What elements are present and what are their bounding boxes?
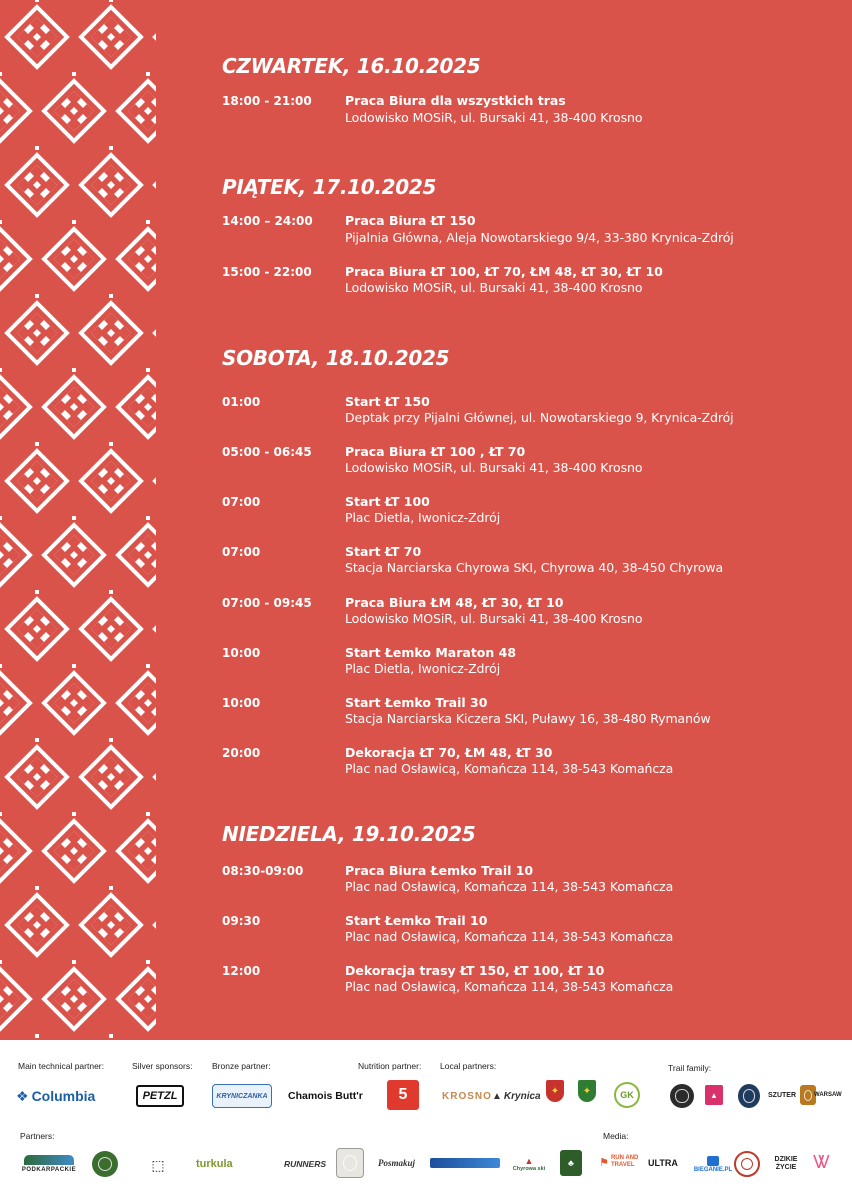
kryniczanka-logo (212, 1084, 272, 1108)
label-main-technical: Main technical partner: (18, 1061, 104, 1071)
runner-icon: ⚑ (599, 1156, 609, 1169)
chyrowa-wordmark: Chyrowa ski (512, 1166, 546, 1172)
event-title: Start Łemko Trail 10 (345, 913, 488, 928)
ultra-logo (648, 1156, 678, 1170)
pattern-dot (0, 72, 2, 76)
chamois-wordmark: Chamois Butt'r (288, 1090, 363, 1102)
day-title-sunday: NIEDZIELA, 19.10.2025 (222, 822, 476, 846)
event-place: Stacja Narciarska Chyrowa SKI, Chyrowa 40, 38-450 Chyrowa (345, 560, 724, 575)
dzikie-zycie-logo (768, 1152, 804, 1176)
posmakuj-wordmark: Posmakuj (378, 1158, 416, 1168)
event-title: Start ŁT 100 (345, 494, 430, 509)
event-title: Praca Biura Łemko Trail 10 (345, 863, 534, 878)
badge-emblem-icon (804, 1090, 813, 1101)
event-place: Lodowisko MOSiR, ul. Bursaki 41, 38-400 Krosno (345, 460, 643, 475)
pattern-dot (109, 294, 113, 298)
trail-family-badge-3 (738, 1084, 760, 1108)
crest-icon: ✦ (550, 1085, 560, 1097)
event-time: 10:00 (222, 646, 261, 660)
komancza-crest-logo (546, 1080, 564, 1102)
event-place: Deptak przy Pijalni Głównej, ul. Nowotarskiego 9, Krynica-Zdrój (345, 410, 734, 425)
pattern-dot (72, 960, 76, 964)
pattern-dot (109, 590, 113, 594)
pattern-dot (72, 368, 76, 372)
label-nutrition: Nutrition partner: (358, 1061, 422, 1071)
pattern-dot (35, 886, 39, 890)
event-time: 07:00 - 09:45 (222, 596, 312, 610)
pattern-dot (0, 812, 2, 816)
gk-mark: GK (620, 1090, 634, 1100)
pattern-dot (0, 516, 2, 520)
szuter-wordmark: SZUTER (768, 1091, 796, 1099)
pattern-dot (35, 442, 39, 446)
pattern-dot (146, 72, 150, 76)
partner-stripe-logo (430, 1158, 500, 1168)
media-pink-logo (810, 1146, 834, 1178)
run-and-travel-wordmark: RUN AND TRAVEL (610, 1155, 639, 1168)
pattern-dot (146, 812, 150, 816)
event-title: Start Łemko Trail 30 (345, 695, 488, 710)
event-title: Praca Biura ŁT 100 , ŁT 70 (345, 444, 526, 459)
natural-runners-logo (284, 1156, 326, 1172)
pattern-dot (35, 1034, 39, 1038)
partner-badge-church (336, 1148, 364, 1178)
mountain-icon: ▲ (492, 1090, 502, 1102)
folk-pattern-decoration (0, 0, 163, 1040)
warsaw-logo (814, 1088, 842, 1102)
badge-emblem-icon (98, 1157, 112, 1171)
chamois-logo (288, 1088, 363, 1104)
event-time: 15:00 - 22:00 (222, 265, 312, 279)
event-title: Start ŁT 150 (345, 394, 430, 409)
pattern-dot (146, 960, 150, 964)
media-pink-icon: Ꮤ (813, 1151, 831, 1172)
event-time: 09:30 (222, 914, 261, 928)
iwonicz-crest-logo (578, 1080, 596, 1102)
chyrowa-logo (510, 1152, 548, 1176)
trail-family-badge-1 (670, 1084, 694, 1108)
podkarpackie-shape (24, 1155, 74, 1165)
pattern-dot (35, 738, 39, 742)
pattern-dot (109, 886, 113, 890)
pattern-background (0, 0, 163, 1040)
event-place: Plac Dietla, Iwonicz-Zdrój (345, 661, 501, 676)
event-time: 14:00 – 24:00 (222, 214, 313, 228)
posmakuj-logo (378, 1152, 415, 1174)
pattern-dot (35, 0, 39, 2)
event-place: Pijalnia Główna, Aleja Nowotarskiego 9/4, 33-380 Krynica-Zdrój (345, 230, 734, 245)
lesne-mody-logo (560, 1150, 582, 1176)
event-title: Start ŁT 70 (345, 544, 422, 559)
dzikie-zycie-wordmark: DZIKIE ŻYCIE (774, 1156, 798, 1171)
event-time: 01:00 (222, 395, 261, 409)
event-time: 08:30-09:00 (222, 864, 304, 878)
pattern-edge (156, 0, 163, 1040)
pattern-dot (72, 72, 76, 76)
event-title: Start Łemko Maraton 48 (345, 645, 517, 660)
day-title-saturday: SOBOTA, 18.10.2025 (222, 346, 450, 370)
szuter-logo (768, 1088, 796, 1102)
day-title-friday: PIĄTEK, 17.10.2025 (222, 175, 437, 199)
petzl-logo (136, 1085, 184, 1107)
krosno-logo (442, 1088, 492, 1104)
badge-emblem-icon (741, 1158, 753, 1170)
label-silver: Silver sponsors: (132, 1061, 193, 1071)
event-place: Lodowisko MOSiR, ul. Bursaki 41, 38-400 Krosno (345, 280, 643, 295)
pattern-dot (0, 220, 2, 224)
media-badge-red (734, 1151, 760, 1177)
columbia-diamond-icon: ❖ (16, 1087, 29, 1104)
pattern-dot (146, 368, 150, 372)
pattern-dot (146, 664, 150, 668)
bieganie-wordmark: BIEGANIE.PL (693, 1166, 733, 1173)
glass-studio-logo (132, 1152, 184, 1178)
turkula-wordmark: turkula (196, 1158, 233, 1170)
pattern-dot (0, 664, 2, 668)
event-time: 18:00 - 21:00 (222, 94, 312, 108)
pattern-dot (109, 0, 113, 2)
pattern-dot (109, 442, 113, 446)
trail-family-badge-2 (705, 1085, 723, 1105)
columbia-wordmark: Columbia (31, 1088, 96, 1104)
pattern-dot (146, 516, 150, 520)
label-bronze: Bronze partner: (212, 1061, 271, 1071)
turkula-logo (196, 1156, 233, 1172)
krynica-wordmark: Krynica (503, 1090, 541, 1102)
sponsors-footer (0, 1040, 852, 1200)
run-and-travel-logo (598, 1151, 640, 1173)
pattern-dot (146, 220, 150, 224)
natural-runners-wordmark: RUNNERS (284, 1159, 327, 1169)
petzl-wordmark: PETZL (142, 1090, 178, 1102)
pattern-dot (72, 664, 76, 668)
event-place: Lodowisko MOSiR, ul. Bursaki 41, 38-400 Krosno (345, 611, 643, 626)
label-partners: Partners: (20, 1131, 55, 1141)
event-place: Plac nad Osławicą, Komańcza 114, 38-543 Komańcza (345, 929, 674, 944)
trail-family-badge-2-icon: ▲ (710, 1090, 718, 1100)
event-place: Plac nad Osławicą, Komańcza 114, 38-543 Komańcza (345, 879, 674, 894)
event-title: Praca Biura ŁM 48, ŁT 30, ŁT 10 (345, 595, 564, 610)
event-time: 10:00 (222, 696, 261, 710)
partner-badge-green (92, 1151, 118, 1177)
chyrowa-mountain-icon: ▲ (524, 1156, 534, 1166)
event-place: Stacja Narciarska Kiczera SKI, Puławy 16, 38-480 Rymanów (345, 711, 711, 726)
event-place: Lodowisko MOSiR, ul. Bursaki 41, 38-400 Krosno (345, 110, 643, 125)
day-title-thursday: CZWARTEK, 16.10.2025 (222, 54, 481, 78)
pattern-dot (109, 146, 113, 150)
event-title: Dekoracja trasy ŁT 150, ŁT 100, ŁT 10 (345, 963, 605, 978)
event-title: Praca Biura ŁT 100, ŁT 70, ŁM 48, ŁT 30, ŁT 10 (345, 264, 663, 279)
nutrition-partner-mark: 5 (398, 1086, 408, 1103)
event-place: Plac Dietla, Iwonicz-Zdrój (345, 510, 501, 525)
pattern-dot (109, 738, 113, 742)
event-title: Praca Biura ŁT 150 (345, 213, 476, 228)
krosno-wordmark: KROSNO (442, 1090, 492, 1102)
pattern-dot (72, 516, 76, 520)
event-time: 12:00 (222, 964, 261, 978)
label-media: Media: (603, 1131, 629, 1141)
badge-emblem-icon (743, 1089, 755, 1102)
event-title: Praca Biura dla wszystkich tras (345, 93, 566, 108)
pattern-dot (35, 294, 39, 298)
event-title: Dekoracja ŁT 70, ŁM 48, ŁT 30 (345, 745, 553, 760)
badge-emblem-icon (675, 1089, 688, 1102)
bieganie-logo (693, 1152, 733, 1176)
krynica-logo (492, 1088, 541, 1104)
kryniczanka-wordmark: KRYNICZANKA (216, 1092, 268, 1100)
event-time: 20:00 (222, 746, 261, 760)
event-time: 05:00 - 06:45 (222, 445, 312, 459)
nutrition-partner-logo (387, 1080, 419, 1110)
label-trail-family: Trail family: (668, 1063, 712, 1073)
pattern-dot (72, 220, 76, 224)
event-place: Plac nad Osławicą, Komańcza 114, 38-543 Komańcza (345, 979, 674, 994)
crest-icon: ✦ (582, 1085, 592, 1097)
event-time: 07:00 (222, 495, 261, 509)
pattern-dot (72, 812, 76, 816)
glass-studio-icon: ⬚ (151, 1156, 165, 1173)
pattern-dot (0, 960, 2, 964)
podkarpackie-logo (18, 1152, 80, 1176)
pattern-dot (35, 590, 39, 594)
pattern-dot (0, 368, 2, 372)
badge-emblem-icon (343, 1155, 357, 1170)
event-time: 07:00 (222, 545, 261, 559)
columbia-logo (16, 1086, 95, 1106)
ultra-wordmark: ULTRA (648, 1158, 678, 1168)
bieganie-icon (707, 1156, 719, 1166)
pattern-dot (35, 146, 39, 150)
tree-icon: ♣ (568, 1158, 574, 1168)
podkarpackie-wordmark: PODKARPACKIE (21, 1167, 77, 1173)
event-place: Plac nad Osławicą, Komańcza 114, 38-543 Komańcza (345, 761, 674, 776)
gk-logo (614, 1082, 640, 1108)
warsaw-wordmark: WARSAW (814, 1092, 842, 1098)
label-local: Local partners: (440, 1061, 497, 1071)
pattern-dot (109, 1034, 113, 1038)
